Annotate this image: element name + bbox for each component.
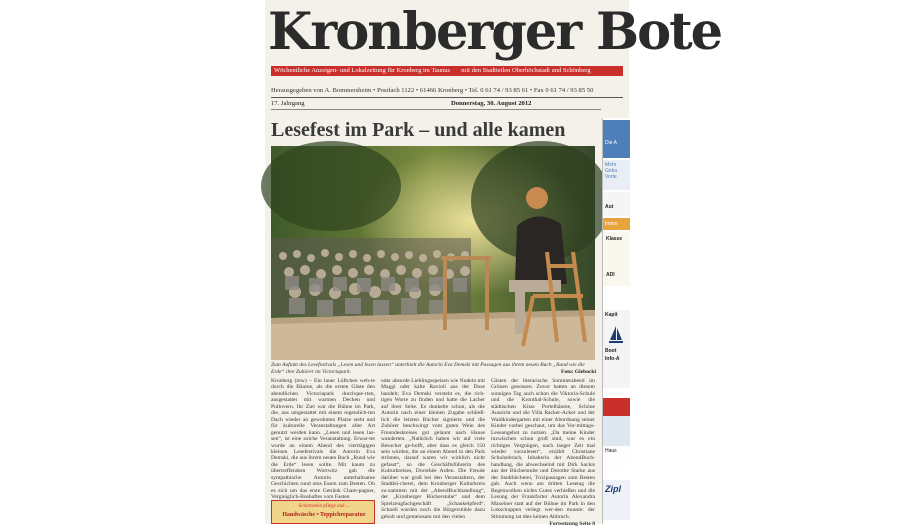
sidebar-ad-blue [603,120,630,158]
sidebar-ad-auto [603,192,630,216]
sidebar-ad-red-block [603,398,630,416]
ad-line-1: Schornstein pflege und ... [298,504,350,509]
sidebar-fragment: Kapit [605,312,618,318]
article-headline: Lesefest im Park – und alle kamen [271,119,566,141]
sidebar-fragment: Klasse [606,236,623,242]
sidebar-fragment: Mehr [605,162,617,168]
ad-line-2: Handwäsche • Teppichreparatur [282,512,366,518]
sidebar-ads [602,118,630,524]
sidebar-ad-house [603,398,630,466]
photo-caption: Zum Auftakt des Lesefestivals „Lesen und lesen lassen“ unterhielt die Autorin Eva Demski mit Passagen aus ihrem neuen Buch „Rund wie die Erde“ ihre Zuhörer im Victoriapark. [271,362,585,375]
sidebar-ad-boat [603,310,630,388]
sidebar-fragment: Aut [605,204,614,210]
tagline-right: mit den Stadtteilen Oberhöchstadt und Schönberg [461,67,591,74]
sidebar-fragment: ADI [606,272,615,278]
publisher-line: Herausgegeben von A. Bommersheim • Postfach 1122 • 61466 Kronberg • Tel. 0 61 74 / 93 85 61 • Fax 0 61 74 / 93 85 50 [271,87,594,94]
sidebar-fragment: Zipl [605,484,621,494]
sidebar-fragment: Immo [605,221,618,227]
divider [271,97,623,98]
sidebar-ad-image [603,416,630,446]
sidebar-fragment: Die A [605,140,617,146]
sidebar-ad-info [603,160,630,190]
tagline-bar [271,66,623,76]
divider [271,109,601,110]
article-column-3-text: Gästen der literarische Sommerabend im Grünen genossen. Zuvor hatten an diesem sonnigen Tag auch schon die Viktoria-Schule und die Kronthal-Schule, sowie die städtischen Kitas Portelbäume, Schöne Aussicht und die Villa Racker-Acker und der Waldkindergarten mit einer Abordnung seiner Kinder vorbei geschaut, um das Vor-mittags-Leseangebot zu nutzen. „Da meine Kinder inzwischen schon groß sind, war es ein richtiges Vergnügen, nach langer Zeit mal wieder vorzulesen“, erzählt Christiane Schulzebrach, Inhaberin der AbendBuch-handlung, die abwechselnd mit Dirk Sackis aus der Bücherstube und Dorothe Starke aus der Stadtbücherei, Trixipassagen zum Besten gab. Auch wenn am dritten Lesetag die Regenwolken nichts Gutes verhießen und die Lesung der Frankfurter Autorin Alexandra Maxeiner statt auf der Bühne im Park in den Lokschuppen verlegt wer-den musste: der Stimmung tat dies keinen Abbruch. [491,378,595,520]
newspaper-page [265,0,722,527]
photo-credit: Foto: Glebocki [561,369,596,375]
sidebar-fragment: Haus [605,448,617,454]
article-column-1: Kronberg (mw) – Ein lauer Lüftchen weh-te durch die Bäume, als die ersten Gäste den abendlichen Victoriapark durchque-rten, ausgestattet mit warmen Decken und Pullovern. Ihr Ziel war die Bühne im Park, die, aus umgestattet mit einem regendich-ten Dach wieder an gewohnten Platze steht und für kulturelle Veranstaltungen aller Art genutzt werden kann. „Lesen und lesen las-sen“, ist eine solche Veranstaltung. Erwar-tet wurde an einem Abend des vierttägigen kleinen Lesefestivals die Autorin Eva Demski, die aus ihrem neuen Buch „Rund wie die Erde“ lesen sollte. Mit kaum zu übertreffendem Wortwitz gab die sympathische Autorin unterhaltsame Geschichten rund ums Essen zum Besten. Ob es sich um das erste Getränk Cham-pagner, Vergnüglich-Bosbaftes vom Fasten [271,378,375,501]
sidebar-fragment: Vorte [605,174,617,180]
ad-box [271,500,375,524]
tagline-left: Wöchentliche Anzeigen- und Lokalzeitung für Kronberg im Taunus [274,67,451,74]
sidebar-ad-zipl [603,480,630,520]
article-column-2: oder absurde Lieblingsspeisen wie Nudeln mit Maggi oder kalte Ravioli aus der Dose handelt; Eva Demski versteht es, die rich-tigen Worte zu finden und hatte die Lacher auf ihrer Seite. Es dunkelte schon, als die Autorin nach einer kleinen Zugabe schließ-lich die letzten Bücher signierte und die Zuhörer beschwingt vom guten Wein des Freundeskreises gut gelaunt nach Hause wanderten. „Natürlich haben wir auf viele Besucher ge-hofft, aber dass es gleich 150 sein würden, die an einem Abend in den Park strömen, darauf waren wir wirklich nicht gefasst“, so die Geschäftsführerin des Kulturkreises, Dorothée Arden. Die Freude darüber war groß bei den Veranstaltern, der Stadtbü-cherei, dem Kronberger Kulturkreis zu-sammen mit der „AbendBuchhandlung“, der „Kronberger Bücherstube“ und dem Spielzeugfachgeschäft „Schaukelpferd“. Schnell wurden noch die Bürgerstühle dazu geholt und gemeinsam mit den vielen [381,378,485,520]
issue-date: Donnerstag, 30. August 2012 [451,100,532,107]
sailboat-icon [603,318,630,346]
volume-label: 17. Jahrgang [271,100,305,107]
continued-note: Fortsetzung Seite 8 [549,520,595,527]
sidebar-ad-immo [603,218,630,230]
masthead-title: Kronberger Bote [268,2,722,62]
sidebar-fragment: Gebu [605,168,618,174]
sidebar-fragment: Boot [605,348,617,354]
sidebar-ad-classifieds [603,232,630,286]
sidebar-fragment: Info-A [605,356,620,362]
article-column-3 [491,378,595,527]
article-photo [271,146,595,360]
